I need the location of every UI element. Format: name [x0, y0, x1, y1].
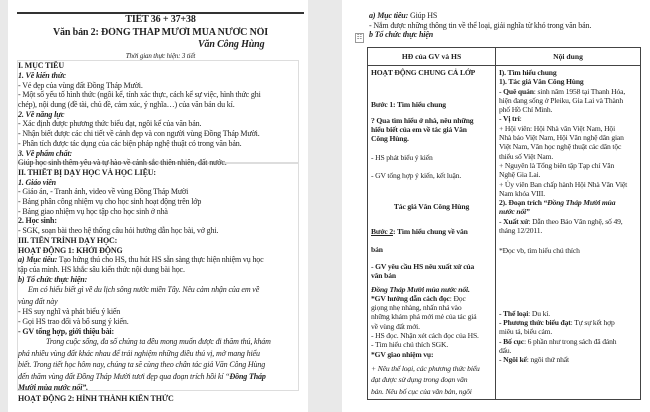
text-line: 1). Tác giả Văn Công Hùng — [499, 77, 584, 87]
heading: HOẠT ĐỘNG 2: HÌNH THÀNH KIẾN THỨC — [18, 393, 174, 403]
text-line: miêu tả, biểu cảm. — [499, 327, 553, 337]
text-line: Đồng Tháp Mười mùa nước nổi. — [371, 284, 470, 294]
text-line: - Xác định được phương thức biểu đạt, ngôi kể của văn bản. — [18, 119, 202, 129]
right-page — [342, 0, 650, 412]
text-line: thiểu số Việt Nam. — [499, 151, 554, 161]
left-page-content — [18, 14, 303, 404]
text: - Phương thức biểu đạt — [499, 317, 571, 327]
text-line: - Vẻ đẹp của vùng đất Đồng Tháp Mười. — [18, 80, 143, 90]
text-line: + Nguyên là Tổng biên tập Tạp chí Văn — [499, 160, 615, 170]
text-line: - GV yêu cầu HS nêu xuất xứ của — [371, 261, 475, 271]
text-line — [18, 371, 303, 383]
text-line: hiện đang sống ở Pleiku, Gia Lai và Thành — [499, 95, 624, 105]
text-line: + Hội viên: Hội Nhà văn Việt Nam, Hội — [499, 123, 616, 133]
text-line: văn bản — [371, 271, 396, 281]
text-line: hiểu biết của em về tác giả Văn — [371, 124, 467, 134]
text-line: phố Hồ Chí Minh. — [499, 105, 553, 115]
objective-block — [369, 11, 644, 40]
text-line: Tác giả Văn Công Hùng — [393, 202, 470, 212]
subheading: b Tổ chức thực hiện — [369, 30, 434, 40]
heading: HOẠT ĐỘNG 1: KHỞI ĐỘNG — [18, 245, 123, 255]
teacher-student-cell — [368, 66, 496, 400]
table-move-handle-icon[interactable]: ☷ — [356, 35, 363, 41]
text-line: - Gọi HS trao đổi và bổ sung ý kiến. — [18, 317, 129, 327]
text-line: - HS đọc. Nhận xét cách đọc của HS. — [371, 331, 479, 341]
text-line: phá nhiều vùng đất khác nhau để trải nghiệm những điều thú vị, mở mang hiểu — [18, 348, 260, 358]
text-line: đạt được sử dụng trong đoạn văn — [371, 375, 468, 385]
text: : 6 phần như trong sách đã đánh — [523, 336, 617, 346]
text: - Quê quán — [499, 86, 534, 96]
text-line — [499, 87, 637, 96]
text-line: tháng 12/2011. — [499, 226, 543, 236]
lesson-number: TIẾT 36 + 37+38 — [125, 14, 196, 25]
text-line: Nhà báo Việt Nam, Hội Văn nghệ dân gian — [499, 133, 624, 143]
subheading: 1. Về kiến thức — [18, 70, 66, 80]
text-line: bản — [371, 244, 383, 254]
column-header: HĐ của GV và HS — [368, 48, 496, 66]
text: : Tìm hiểu chung về văn — [393, 227, 468, 237]
text-line: + Nêu thể loại, các phương thức biểu — [371, 363, 480, 373]
text-line: - HS phát biểu ý kiến — [371, 153, 433, 163]
text-line: Giúp học sinh thêm yêu và tự hào về cảnh sắc thiên nhiên, đất nước. — [18, 158, 227, 168]
text: Tạo hứng thú cho HS, thu hút HS sẵn sàng thực hiện nhiệm vụ học — [57, 255, 264, 265]
text: - Bố cục — [499, 336, 524, 346]
text: - Vị trí — [499, 114, 520, 124]
text: : — [519, 114, 522, 124]
text-line: - HS suy nghĩ và phát biểu ý kiến — [18, 307, 121, 317]
subheading: 1. Giáo viên — [18, 177, 56, 187]
text-line: Bước 1: Tìm hiểu chung — [371, 100, 446, 110]
content-cell — [496, 66, 641, 400]
text-line — [499, 198, 637, 207]
text-line: *Đọc vb, tìm hiểu chú thích — [499, 246, 580, 256]
text: Đồng Tháp — [229, 371, 266, 381]
heading: II. THIẾT BỊ DẠY HỌC VÀ HỌC LIỆU: — [18, 167, 156, 177]
text-line: Trong cuộc sống, đa số chúng ta đều mong muốn được đi thăm thú, khám — [46, 337, 271, 347]
text-line: - Nhận biết được các chi tiết về cảnh đẹp và con người vùng Đồng Tháp Mười. — [18, 129, 260, 139]
lesson-table — [367, 47, 641, 400]
text-line: - GV tổng hợp ý kiến, kết luận. — [371, 170, 462, 180]
text-line — [369, 11, 644, 21]
column-header: Nội dung — [496, 48, 641, 66]
text: *GV hướng dẫn cách đọc — [371, 293, 450, 303]
text-line: Nghệ Gia Lai. — [499, 170, 541, 180]
text: - Xuất xứ — [499, 216, 529, 226]
text-line: dấu. — [499, 345, 512, 355]
text: : Tự sự kết hợp — [570, 317, 615, 327]
text-line: những khám phá mới mẻ của tác giả — [371, 312, 477, 322]
text: Bước 2 — [371, 227, 393, 237]
text: : Đọc — [449, 293, 466, 303]
heading: I. MỤC TIÊU — [18, 61, 64, 71]
text-line — [499, 309, 637, 318]
text: - Ngôi kể — [499, 355, 527, 365]
text: : Dẫn theo Báo Văn nghệ, số 49, — [528, 216, 623, 226]
lesson-author: Văn Công Hùng — [198, 39, 265, 50]
text-line: - Giáo án, - Tranh ảnh, video về vùng Đồng Tháp Mười — [18, 187, 189, 197]
text-line: I). Tìm hiểu chung — [499, 68, 557, 77]
text-line — [499, 217, 637, 226]
text-line — [371, 227, 492, 236]
text-line: biết. Trong tiết học hôm nay, chúng ta sẽ cùng theo chân tác giả Văn Công Hùng — [18, 360, 266, 370]
text: - Thể loại — [499, 308, 529, 318]
text-line: Mười mùa nước nổi”. — [18, 383, 89, 393]
subheading: 3. Về phẩm chất: — [18, 148, 73, 158]
text-line — [499, 337, 637, 346]
text-line: Công Hùng. — [371, 134, 409, 144]
lesson-time: Thời gian thực hiện: 3 tiết — [125, 51, 196, 60]
text: 2). Đoạn trích “ — [499, 198, 548, 208]
text: : ngôi thứ nhất — [526, 355, 569, 365]
text-line: bản. Nêu bố cục của văn bản, ngôi — [371, 386, 472, 396]
text-line: + Ủy viên Ban chấp hành Hội Nhà Văn Việt — [499, 179, 628, 189]
lesson-title: Văn bản 2: ĐỒNG THÁP MƯỜI MÙA NƯỚC NỔI — [52, 26, 269, 38]
text: đến thăm vùng đất Đồng Tháp Mười tươi đẹp qua đoạn trích hồi kí “ — [18, 371, 230, 381]
text-line: tập của mình. HS khắc sâu kiến thức nội dung bài học. — [18, 264, 185, 274]
subheading: b) Tổ chức thực hiện: — [18, 274, 88, 284]
text-line — [371, 294, 492, 303]
text: Giúp HS — [408, 11, 438, 20]
heading: III. TIẾN TRÌNH DẠY HỌC: — [18, 235, 118, 245]
text-line: ? Qua tìm hiểu ở nhà, nêu những — [371, 115, 474, 125]
text-line: giọng nhẹ nhàng, nhấn nhá vào — [371, 303, 462, 313]
text-line: *GV giao nhiệm vụ: — [371, 349, 434, 359]
text-line — [499, 355, 637, 364]
text-line: chép), nội dung (đề tài, chủ đề, cảm xúc, ý nghĩa…) của văn bản du kí. — [18, 100, 235, 110]
text-line: vùng đất này — [18, 296, 58, 306]
text-line: về vùng đất mới. — [371, 321, 420, 331]
text-line: HOẠT ĐỘNG CHUNG CẢ LỚP — [371, 68, 476, 77]
left-page — [8, 0, 308, 412]
text-line — [18, 255, 303, 265]
subheading: 2. Về năng lực — [18, 109, 65, 119]
text-line — [499, 318, 637, 327]
text-line: - GV tổng hợp, giới thiệu bài: — [18, 326, 115, 336]
label: a) Mục tiêu: — [369, 11, 409, 20]
text-line: - Bảng phân công nhiệm vụ cho học sinh hoạt động trên lớp — [18, 197, 202, 207]
text-line: Việt Nam, Văn học nghệ thuật các dân tộc — [499, 142, 622, 152]
text-line — [499, 114, 637, 123]
text-line: - SGK, soạn bài theo hệ thống câu hỏi hướng dẫn học bài, vở ghi. — [18, 226, 219, 236]
text-line: - Tìm hiểu chú thích SGK. — [371, 340, 449, 350]
label: a) Mục tiêu: — [18, 255, 58, 265]
text: : sinh năm 1958 tại Thanh Hóa, — [533, 86, 626, 96]
text-line: Em có hiểu biết gì về du lịch sông nước miền Tây. Nêu cảm nhận của em về — [28, 285, 260, 295]
text-line: nước nổi” — [499, 207, 530, 217]
text-line: - Bảng giao nhiệm vụ học tập cho học sinh ở nhà — [18, 206, 168, 216]
text-line: - Nắm được những thông tin về thể loại, giải nghĩa từ khó trong văn bản. — [369, 20, 592, 30]
text: Đồng Tháp Mười mùa — [547, 198, 616, 208]
text-line: Nam khóa VIII. — [499, 188, 546, 198]
subheading: 2. Học sinh: — [18, 216, 57, 226]
text: : Du kí. — [528, 308, 550, 318]
text-line: - Phân tích được tác dụng của các biện pháp nghệ thuật có trong văn bản. — [18, 138, 242, 148]
text-line: - Một số yếu tố hình thức (ngôi kể, tính xác thực, cách kể sự việc, hình thức ghi — [18, 90, 261, 100]
